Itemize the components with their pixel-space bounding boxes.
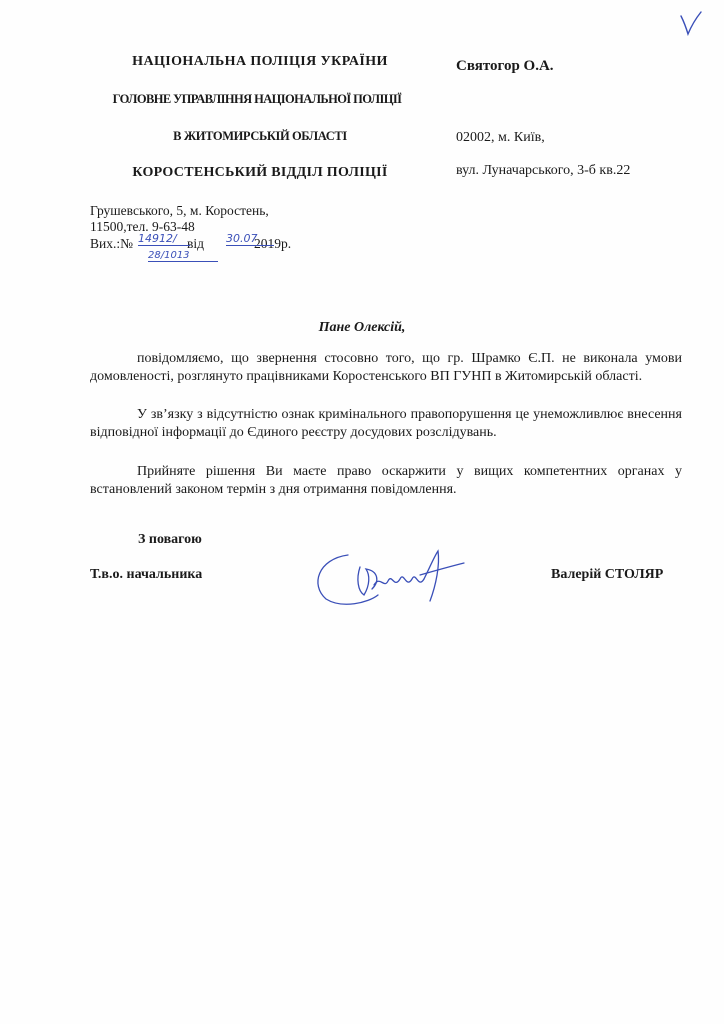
outgoing-number-handwritten: 14912/	[138, 232, 190, 246]
outgoing-date-handwritten: 30.07	[226, 232, 274, 246]
handwritten-signature	[308, 545, 478, 611]
outgoing-from-word: від	[187, 236, 204, 251]
recipient-street: вул. Луначарського, 3-б кв.22	[456, 163, 631, 178]
org-name-line-3: В ЖИТОМИРСЬКІЙ ОБЛАСТІ	[173, 129, 347, 143]
org-name-line-2: ГОЛОВНЕ УПРАВЛІННЯ НАЦІОНАЛЬНОЇ ПОЛІЦІЇ	[112, 92, 402, 106]
org-name-line-1: НАЦІОНАЛЬНА ПОЛІЦІЯ УКРАЇНИ	[132, 54, 388, 69]
outgoing-prefix: Вих.:№	[90, 236, 133, 251]
closing: З повагою	[138, 532, 202, 547]
signer-position: Т.в.о. начальника	[90, 567, 203, 582]
salutation: Пане Олексій,	[318, 320, 406, 335]
incoming-number-handwritten: 28/1013	[148, 250, 218, 262]
sender-address: Грушевського, 5, м. Коростень,	[90, 203, 269, 218]
outgoing-year: 2019р.	[254, 236, 292, 251]
signer-name: Валерій СТОЛЯР	[551, 567, 664, 582]
org-name-line-4: КОРОСТЕНСЬКИЙ ВІДДІЛ ПОЛІЦІЇ	[132, 165, 388, 180]
checkmark-mark	[679, 10, 703, 36]
recipient-name: Святогор О.А.	[456, 58, 554, 74]
sender-phone: 11500,тел. 9-63-48	[90, 219, 195, 234]
body-paragraph-3: Прийняте рішення Ви маєте право оскаржити у вищих компетентних органах у встановлений законом термін з дня отримання повідомлення.	[90, 464, 682, 497]
recipient-city: 02002, м. Київ,	[456, 130, 545, 145]
body-paragraph-1: повідомляємо, що звернення стосовно того, що гр. Шрамко Є.П. не виконала умови домовленості, розглянуто працівниками Коростенського ВП ГУНП в Житомирській області.	[90, 351, 682, 384]
body-paragraph-2: У зв’язку з відсутністю ознак кримінального правопорушення це унеможливлює внесення відповідної інформації до Єдиного реєстру досудових розслідувань.	[90, 407, 682, 440]
